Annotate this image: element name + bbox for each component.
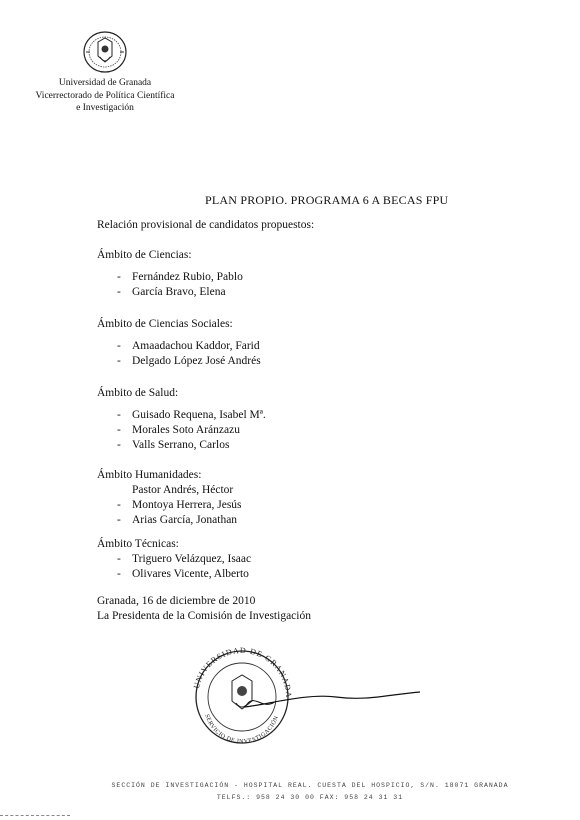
section-ciencias-sociales bbox=[97, 318, 261, 369]
list-item: - Montoya Herrera, Jesús bbox=[97, 498, 242, 513]
list-item: - Valls Serrano, Carlos bbox=[97, 438, 266, 453]
footer-address: SECCIÓN DE INVESTIGACIÓN - HOSPITAL REAL. CUESTA DEL HOSPICIO, S/N. 18071 GRANADA bbox=[111, 782, 509, 789]
list-item: - Morales Soto Aránzazu bbox=[97, 423, 266, 438]
bottom-rule bbox=[0, 815, 70, 816]
page-footer bbox=[95, 780, 525, 804]
list-item: Pastor Andrés, Héctor bbox=[132, 484, 234, 496]
list-item: - Arias García, Jonathan bbox=[97, 513, 242, 528]
stamp-top-text: UNIVERSIDAD DE GRANADA bbox=[191, 645, 294, 699]
candidate-list bbox=[97, 408, 266, 453]
section-title: Ámbito Humanidades: bbox=[97, 469, 202, 481]
section-title: Ámbito Técnicas: bbox=[97, 538, 179, 550]
list-item: - Delgado López José Andrés bbox=[97, 354, 261, 369]
closing-block bbox=[97, 594, 311, 624]
candidate-list bbox=[97, 483, 242, 528]
list-item: - Fernández Rubio, Pablo bbox=[97, 270, 243, 285]
section-title: Ámbito de Ciencias: bbox=[97, 249, 192, 261]
candidate-list bbox=[97, 339, 261, 369]
list-item: - Triguero Velázquez, Isaac bbox=[97, 552, 251, 567]
document-title: PLAN PROPIO. PROGRAMA 6 A BECAS FPU bbox=[205, 193, 449, 207]
candidate-list bbox=[97, 270, 243, 300]
list-item: - García Bravo, Elena bbox=[97, 285, 243, 300]
list-item: - Olivares Vicente, Alberto bbox=[97, 567, 251, 582]
signatory: La Presidenta de la Comisión de Investigación bbox=[97, 610, 311, 622]
department-line1: Vicerrectorado de Política Científica bbox=[35, 90, 175, 101]
list-item: - Amaadachou Kaddor, Farid bbox=[97, 339, 261, 354]
footer-contact: TELFS.: 958 24 30 00 FAX: 958 24 31 31 bbox=[216, 794, 404, 801]
intro-text: Relación provisional de candidatos propuestos: bbox=[97, 219, 315, 231]
date-line: Granada, 16 de diciembre de 2010 bbox=[97, 595, 256, 607]
candidate-list bbox=[97, 552, 251, 582]
university-crest-icon bbox=[80, 30, 130, 76]
section-title: Ámbito de Salud: bbox=[97, 387, 179, 399]
department-line2: e Investigación bbox=[76, 103, 134, 113]
section-title: Ámbito de Ciencias Sociales: bbox=[97, 318, 233, 330]
stamp-bottom-text: SERVICIO DE INVESTIGACIÓN bbox=[203, 713, 281, 745]
section-salud bbox=[97, 387, 266, 453]
official-seal-icon bbox=[186, 645, 426, 745]
section-ciencias bbox=[97, 249, 243, 300]
institution-name: Universidad de Granada bbox=[58, 78, 152, 88]
section-humanidades bbox=[97, 469, 242, 528]
list-item: - Guisado Requena, Isabel Mª. bbox=[97, 408, 266, 423]
section-tecnicas bbox=[97, 538, 251, 582]
letterhead bbox=[30, 30, 180, 114]
